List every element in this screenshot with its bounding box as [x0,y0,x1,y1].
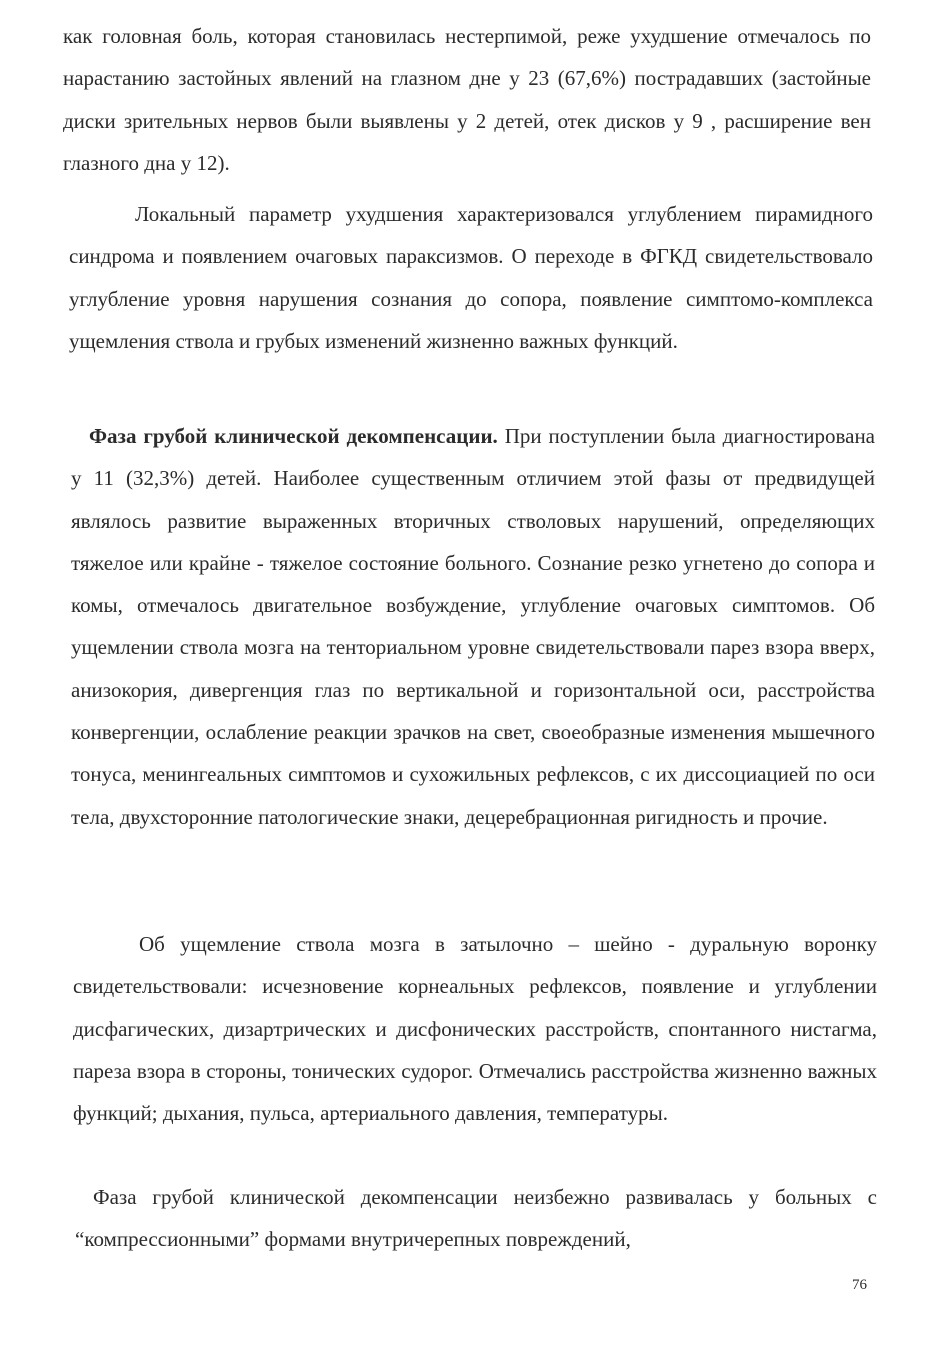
section-heading-inline: Фаза грубой клинической декомпенсации. [89,424,498,448]
paragraph-5: Фаза грубой клинической декомпенсации неизбежно развивалась у больных с “компрессионными” формами внутричерепных повреждений, [75,1185,877,1252]
paragraph-3-body: При поступлении была диагностирована у 11 (32,3%) детей. Наиболее существенным отличием этой фазы от предвидущей являлось развитие выраженных вторичных стволовых нарушений, определяющих тяжелое или крайне - тяжелое состояние больного. Сознание резко угнетено до сопора и комы, отмечалось двигательное возбуждение, углубление очаговых симптомов. Об ущемлении ствола мозга на тенториальном уровне свидетельствовали парез взора вверх, анизокория, дивергенция глаз по вертикальной и горизонтальной оси, расстройства конвергенции, ослабление реакции зрачков на свет, своеобразные изменения мышечного тонуса, менингеальных симптомов и сухожильных рефлексов, с их диссоциацией по оси тела, двухсторонние патологические знаки, децеребрационная ригидность и прочие. [71,424,875,829]
paragraph-3 [71,415,875,838]
paragraph-1: как головная боль, которая становилась нестерпимой, реже ухудшение отмечалось по нарастанию застойных явлений на глазном дне у 23 (67,6%) пострадавших (застойные диски зрительных нервов были выявлены у 2 детей, отек дисков у 9 , расширение вен глазного дна у 12). [63,24,871,175]
paragraph-2: Локальный параметр ухудшения характеризовался углублением пирамидного синдрома и появлением очаговых параксизмов. О переходе в ФГКД свидетельствовало углубление уровня нарушения сознания до сопора, появление симптомо-комплекса ущемления ствола и грубых изменений жизненно важных функций. [69,202,873,353]
page-number: 76 [852,1277,867,1293]
paragraph-4: Об ущемление ствола мозга в затылочно – шейно - дуральную воронку свидетельствовали: исчезновение корнеальных рефлексов, появление и углублении дисфагических, дизартрических и дисфонических расстройств, спонтанного нистагма, пареза взора в стороны, тонических судорог. Отмечались расстройства жизненно важных функций; дыхания, пульса, артериального давления, температуры. [73,932,877,1126]
